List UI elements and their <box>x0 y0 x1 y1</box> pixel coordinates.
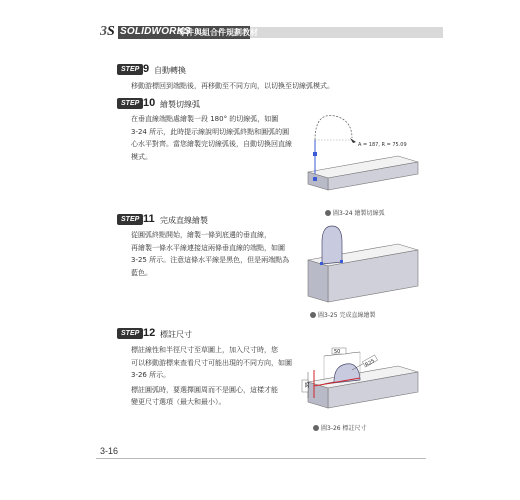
paragraph-line: 3-24 所示，此時提示線說明切線弧終點和圓弧的圓 <box>131 127 290 136</box>
header-gray-bar <box>240 27 443 38</box>
paragraph-line: 在垂直線端點處繪製一段 180° 的切線弧，如圖 <box>131 115 279 123</box>
brand-name: SOLIDWORKS <box>120 26 191 37</box>
paragraph-line: 標註圓弧時，要選擇圓周而不是圓心，這樣才能 <box>131 385 278 394</box>
caption-bullet-icon <box>325 210 331 216</box>
step-title: 自動轉換 <box>154 66 186 75</box>
step-paragraph <box>131 80 334 93</box>
book-subtitle: 零件與組合件規劃教材 <box>178 28 258 37</box>
svg-text:S: S <box>107 24 115 38</box>
dim-width: 50 <box>334 349 341 355</box>
figure-caption <box>313 423 367 432</box>
step-title: 標註尺寸 <box>160 330 192 339</box>
step-tag: STEP <box>117 64 143 75</box>
paragraph-line: 心水平對齊。當您繪製完切線弧後，自動切換回直線 <box>131 140 292 148</box>
paragraph-line: 藍色。 <box>131 268 152 277</box>
paragraph-line: 從圓弧終點開始，繪製一條到底邊的垂直線， <box>131 231 271 239</box>
step-number: 12 <box>143 327 156 339</box>
figure-3-24 <box>300 110 430 209</box>
step-title: 繪製切線弧 <box>160 100 200 109</box>
figure-caption <box>310 310 376 319</box>
step-number: 11 <box>143 213 155 225</box>
figure-3-25 <box>300 222 430 311</box>
caption-bullet-icon <box>310 312 316 318</box>
caption-text: 圖3-26 標註尺寸 <box>321 425 367 432</box>
arc-readout: A = 187, R = 75.09 <box>358 142 407 148</box>
step-number: 9 <box>143 63 150 75</box>
paragraph-line: 可以移動游標來查看尺寸可能出現的不同方向，如圖 <box>131 358 292 367</box>
step-paragraph <box>131 344 301 409</box>
footer-divider <box>96 458 426 459</box>
dim-radius: R25 <box>364 358 376 369</box>
dim-height: 35 <box>305 381 311 388</box>
caption-text: 圖3-24 繪製切線弧 <box>333 210 385 217</box>
paragraph-line: 標註線性和半徑尺寸至草圖上，加入尺寸時，您 <box>131 346 278 354</box>
paragraph-line: 再繪製一條水平線連接這兩條垂直線的端點，如圖 <box>131 243 285 252</box>
step-tag: STEP <box>117 98 143 109</box>
svg-text:3: 3 <box>100 24 107 38</box>
figure-3-26 <box>300 340 430 424</box>
solidworks-logo-icon <box>100 22 118 42</box>
figure-caption <box>325 208 385 217</box>
step-tag: STEP <box>117 328 143 339</box>
paragraph-line: 3-26 所示。 <box>131 371 171 379</box>
step-title: 完成直線繪製 <box>160 216 208 225</box>
paragraph-line: 模式。 <box>131 152 152 161</box>
paragraph-line: 3-25 所示。注意這條水平線是黑色，但是兩端點為 <box>131 256 290 264</box>
caption-bullet-icon <box>313 425 319 431</box>
paragraph-line: 變更尺寸選項（最大和最小）。 <box>131 398 226 406</box>
step-tag: STEP <box>117 214 143 225</box>
step-paragraph <box>131 229 301 279</box>
step-number: 10 <box>143 97 156 109</box>
paragraph-line: 移動游標回到端點後，再移動至不同方向，以切換至切線弧模式。 <box>131 82 334 90</box>
page-number: 3-16 <box>100 446 119 456</box>
step-paragraph <box>131 113 301 163</box>
caption-text: 圖3-25 完成直線繪製 <box>318 312 376 319</box>
